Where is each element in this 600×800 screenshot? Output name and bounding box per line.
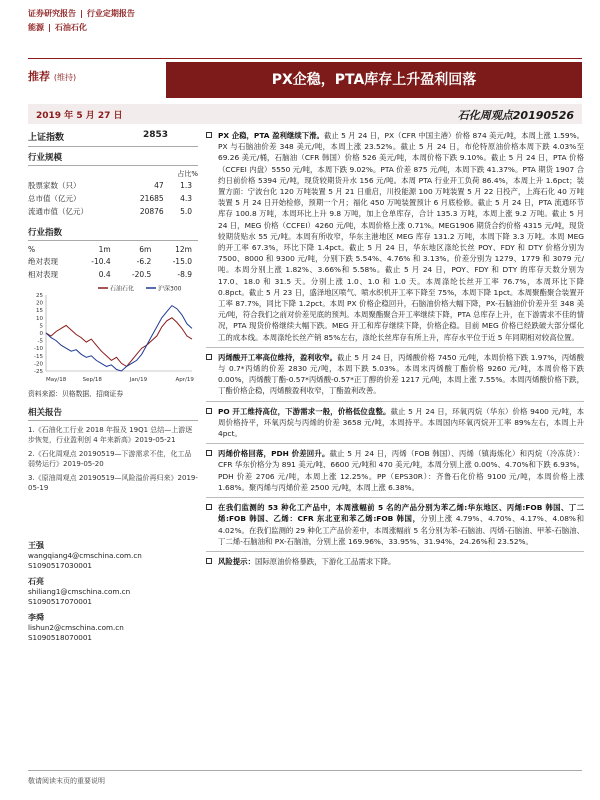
analyst-card (28, 541, 198, 571)
report-header: 证券研究报告 | 行业定期报告 能源 | 石油石化 (28, 9, 135, 32)
related-report[interactable]: 1.《石油化工行业 2018 年报及 19Q1 总结—上游逐步恢复，行业盈利创 4 年来新高》2019-05-21 (28, 426, 193, 444)
paragraph-lead: 风险提示： (218, 556, 255, 566)
index-value-cell: -6.2 (136, 257, 152, 266)
y-tick-label: -10 (34, 346, 43, 353)
analyst-email[interactable]: wangqiang4@cmschina.com.cn (28, 551, 142, 560)
analyst-id: S1090517030001 (28, 561, 93, 570)
scale-row (28, 192, 198, 205)
scale-row (28, 179, 198, 192)
summary-paragraph (206, 352, 584, 397)
paragraph-text: 分别上涨 4.79%、4.70%、4.17%、4.08%和 4.02%。在我们监测的 29 种化工产品价差中，本周涨幅前 5 名分别为苯-石脑油、丙烯-石脑油、甲苯-石脑油、丁二烯-石脑油和 PX-石脑油，分别上涨 169.96%、33.95%、31.94%、24.26%和 23.52%。 (218, 514, 584, 546)
paragraph-text: 截止 5 月 24 日，丙烯（FOB 韩国）、丙烯（镇海炼化）和丙烷（冷冻货）：CFR 华东价格分为 891 美元/吨、6600 元/吨和 470 美元/吨，本周分别上涨 0.00%、4.70%和下跌 6.93%。PDH 价差 2706 元/吨，本周上涨 12.25%。PP（EPS30R）：齐鲁石化价格 9100 元/吨，本周价格上涨 1.68%。聚丙烯与丙烯价差 2500 元/吨，本周上涨 6.38%。 (218, 449, 584, 492)
analyst-list (28, 541, 198, 643)
paragraph-lead: PO 开工维持高位，下游需求一般，价格低位盘整。 (218, 406, 391, 416)
report-category: 行业定期报告 (86, 9, 135, 18)
related-report[interactable]: 3.《原油周观点 20190519—风险溢价再归来》2019-05-19 (28, 474, 198, 492)
rating-note: (维持) (53, 73, 77, 82)
summary-paragraph (206, 502, 584, 547)
y-tick-label: 5 (39, 323, 43, 330)
index-value-cell: 0.4 (98, 270, 111, 279)
pct-label: 占比% (177, 170, 198, 178)
square-bullet-icon (206, 354, 212, 360)
index-value-cell: -8.9 (177, 270, 192, 279)
performance-chart (28, 283, 198, 385)
index-col-header: % (28, 245, 36, 254)
index-row (28, 255, 198, 268)
paragraph-text: 截止 5 月 24 日，丙烯酸价格 7450 元/吨，本周价格下跌 1.97%，丙烯酸与 0.7*丙烯的价差 2830 元/吨，本周下跌 5.03%。本周末丙烯酸丁酯价格 9260 元/吨，本周价格下跌 0.00%，丙烯酸丁酯-0.57*丙烯酸-0.57*正丁醇的价差 1217 元/吨，本周上涨 7.55%。本周丙烯酸价格下跌，丁酯价格企稳，丙烯酸盈利收窄，丁酯盈利改善。 (218, 352, 584, 396)
sub-sector: 石油石化 (54, 23, 87, 32)
x-tick-label: Apr/19 (175, 377, 194, 383)
scale-label: 总市值（亿元） (28, 194, 81, 203)
index-row (28, 268, 198, 281)
square-bullet-icon (206, 558, 212, 564)
index-col-header: 6m (139, 245, 152, 254)
paragraph-lead: 丙烯酸开工率高位维持，盈利收窄。 (218, 352, 338, 362)
related-list (28, 425, 198, 493)
paragraph-lead: 在我们监测的 53 种化工产品中，本周涨幅前 5 名的产品分别为苯乙烯:华东地区、丙烯:FOB 韩国、丁二烯:FOB 韩国、乙烯：CFR 东北亚和苯乙烯:FOB 韩国， (218, 503, 584, 524)
paragraph-text: 国际原油价格暴跌，下游化工品需求下降。 (254, 556, 396, 566)
scale-value: 21685 (139, 194, 164, 203)
y-tick-label: 15 (36, 308, 43, 315)
y-tick-label: -20 (34, 361, 43, 368)
footer-note: 敬请阅读末页的重要说明 (28, 777, 105, 785)
y-tick-label: 10 (36, 315, 43, 322)
analyst-id: S1090518070001 (28, 633, 93, 642)
index-col-header: 1m (98, 245, 111, 254)
analyst-card (28, 577, 198, 607)
x-tick-label: Jan/19 (129, 377, 148, 383)
analyst-name: 李舜 (28, 613, 44, 622)
index-row (28, 130, 198, 147)
square-bullet-icon (206, 132, 212, 138)
report-title: PX企稳，PTA库存上升盈利回落 (166, 62, 582, 98)
index-value: 2853 (142, 130, 168, 140)
industry-index-table (28, 244, 198, 281)
paragraph-text: 截止 5 月 24 日，PX（CFR 中国主港）价格 874 美元/吨，本周上涨 1.59%。PX 与石脑油价差 348 美元/吨，本周上涨 23.52%。截止 5 月 24 日，布伦特原油价格本周下跌 4.03%至 69.26 美元/桶，石脑油（CFR 韩国）价格 526 美元/吨，本周价格下跌 9.10%。截止 5 月 24 日，PTA 价格（CCFEI 内盘）5550 元/吨，本周下跌 9.02%。PTA 价差 875 元/吨，本周下跌 41.37%。PTA 期货 1907 合约日前价格 5394 元/吨，现货较期货升水 156 元/吨。本周 PTA 行业开工负荷 86.4%，本周上升 1.6pct；装置方面：宁波台化 120 万吨装置 5 月 21 日重启，川投能源 100 万吨装置 5 月 22 日投产，上海石化 40 万吨装置 5 月 24 日开始检修，预期一个月；福化 450 万吨装置预计 6 月底检修。截止 5 月 24 日，PTA 流通环节库存 100.8 万吨，本周环比上升 9.8 万吨，加上仓单库存，合计 135.3 万吨，本周上涨 9.2 万吨。截止 5 月 24 日，MEG 价格（CCFEI）4260 元/吨，本周价格上涨 0.71%。MEG1906 期货合约价格 4315 元/吨，现货较期货贴水 55 元/吨。本周有所收窄，华东主港地区 MEG 库存 131.2 万吨，本周下降 3.3 万吨。本周 MEG 的开工率 67.3%，环比下降 1.4pct。截止 5 月 24 日，华东地区涤纶长丝 POY、FDY 和 DTY 价格分别为 7500、8000 和 9300 元/吨，分别下跌 5.54%、4.76% 和 3.13%。价差分别为 1279、1779 和 3079 元/吨。本周分别上涨 1.82%、3.66%和 5.58%。截止 5 月 24 日，POY、FDY 和 DTY 的库存天数分别为 17.0、18.0 和 31.5 天。分别上涨 1.0、1.0 和 1.0 天。本周涤纶长丝开工率 76.7%，本周环比下降 0.8pct。截止 5 月 23 日，盛泽地区喷气、喷水织机开工率下降至 75%，本周下降 1pct。本周聚酯聚合装置开工率 87.7%，同比下降 1.2pct。本周 PX 价格企稳回升，石脑油价格大幅下降，PX-石脑油价价差升至 348 美元/吨，符合我们之前对价差见底的预判。本周聚酯聚合开工率继续下降，PTA 总库存上升，在下游需求不佳的情况，PTA 现货价格继续大幅下跌。MEG 开工和库存继续下降，价格企稳。目前 MEG 价格已经跌破大部分煤化工的成本线。本周涤纶长丝产销 85%左右，涤纶长丝库存有所上升，库存水平位于近 5 年同期相对较高位置。 (218, 131, 584, 342)
analyst-name: 王强 (28, 541, 44, 550)
sidebar (28, 130, 198, 643)
rating-label: 推荐 (28, 70, 50, 83)
related-heading: 相关报告 (28, 406, 198, 421)
index-value-cell: -15.0 (172, 257, 192, 266)
main-content (206, 130, 584, 571)
footer-rule (28, 770, 582, 771)
scale-pct: 5.0 (180, 207, 192, 216)
scale-pct: 4.3 (180, 194, 192, 203)
summary-paragraph (206, 130, 584, 343)
x-tick-label: May/18 (46, 377, 67, 383)
y-tick-label: 0 (39, 331, 43, 337)
analyst-card (28, 613, 198, 643)
y-tick-label: -5 (37, 338, 43, 345)
paragraph-lead: PX 企稳，PTA 盈利继续下滑。 (218, 131, 324, 140)
scale-row (28, 205, 198, 218)
square-bullet-icon (206, 408, 212, 414)
report-subtitle: 石化周观点20190526 (457, 109, 574, 122)
industry-scale-table (28, 179, 198, 218)
related-report[interactable]: 2.《石化周观点 20190519—下游需求不佳，化工品弱势运行》2019-05-20 (28, 450, 192, 468)
analyst-name: 石亮 (28, 577, 44, 586)
summary-paragraph (206, 406, 584, 440)
series-line (46, 318, 192, 367)
report-type: 证券研究报告 (28, 9, 76, 18)
section-divider (206, 551, 584, 552)
date-bar (28, 104, 582, 124)
scale-value: 20876 (139, 207, 164, 216)
section-divider (206, 443, 584, 444)
index-value-cell: -10.4 (91, 257, 111, 266)
section-divider (206, 401, 584, 402)
y-tick-label: -15 (34, 353, 43, 360)
scale-pct: 1.3 (180, 181, 192, 190)
section-divider (206, 497, 584, 498)
analyst-email[interactable]: lishun2@cmschina.com.cn (28, 623, 124, 632)
y-tick-label: 20 (36, 300, 43, 307)
index-label: 上证指数 (28, 133, 65, 143)
y-tick-label: -25 (34, 369, 43, 375)
summary-paragraph (206, 448, 584, 493)
scale-label: 流通市值（亿元） (28, 207, 88, 216)
index-value-cell: -20.5 (131, 270, 152, 279)
industry-index-heading: 行业指数 (28, 226, 198, 241)
analyst-id: S1090517070001 (28, 597, 93, 606)
rating (28, 68, 76, 84)
source-note: 资料来源：贝格数据、招商证券 (28, 390, 124, 398)
analyst-email[interactable]: shiliang1@cmschina.com.cn (28, 587, 131, 596)
series-line (46, 306, 192, 371)
report-date: 2019 年 5 月 27 日 (36, 111, 123, 121)
scale-value: 47 (154, 181, 164, 190)
performance-chart-svg (28, 283, 198, 383)
index-col-header: 12m (175, 245, 192, 254)
square-bullet-icon (206, 504, 212, 510)
paragraph-lead: 丙烯价格回落，PDH 价差回升。 (218, 449, 330, 459)
industry-scale-heading: 行业规模 (28, 151, 198, 166)
x-tick-label: Sep/18 (82, 377, 102, 383)
index-row-label: 相对表现 (28, 270, 58, 279)
section-divider (206, 347, 584, 348)
y-tick-label: 25 (36, 293, 43, 299)
index-row-label: 绝对表现 (28, 257, 58, 266)
paragraph-text: 截止 5 月 24 日，环氧丙烷（华东）价格 9400 元/吨，本周价格持平，环氧丙烷与丙烯的价差 3658 元/吨，本周持平。本周国内环氧丙烷开工率 89%左右，本周上升 4pct。 (218, 406, 584, 439)
square-bullet-icon (206, 450, 212, 456)
legend-label: 沪深300 (158, 285, 182, 293)
header-rule (28, 58, 582, 59)
scale-label: 股票家数（只） (28, 181, 81, 190)
sector: 能源 (28, 23, 44, 32)
summary-paragraph (206, 556, 584, 567)
legend-label: 石油石化 (110, 285, 135, 293)
